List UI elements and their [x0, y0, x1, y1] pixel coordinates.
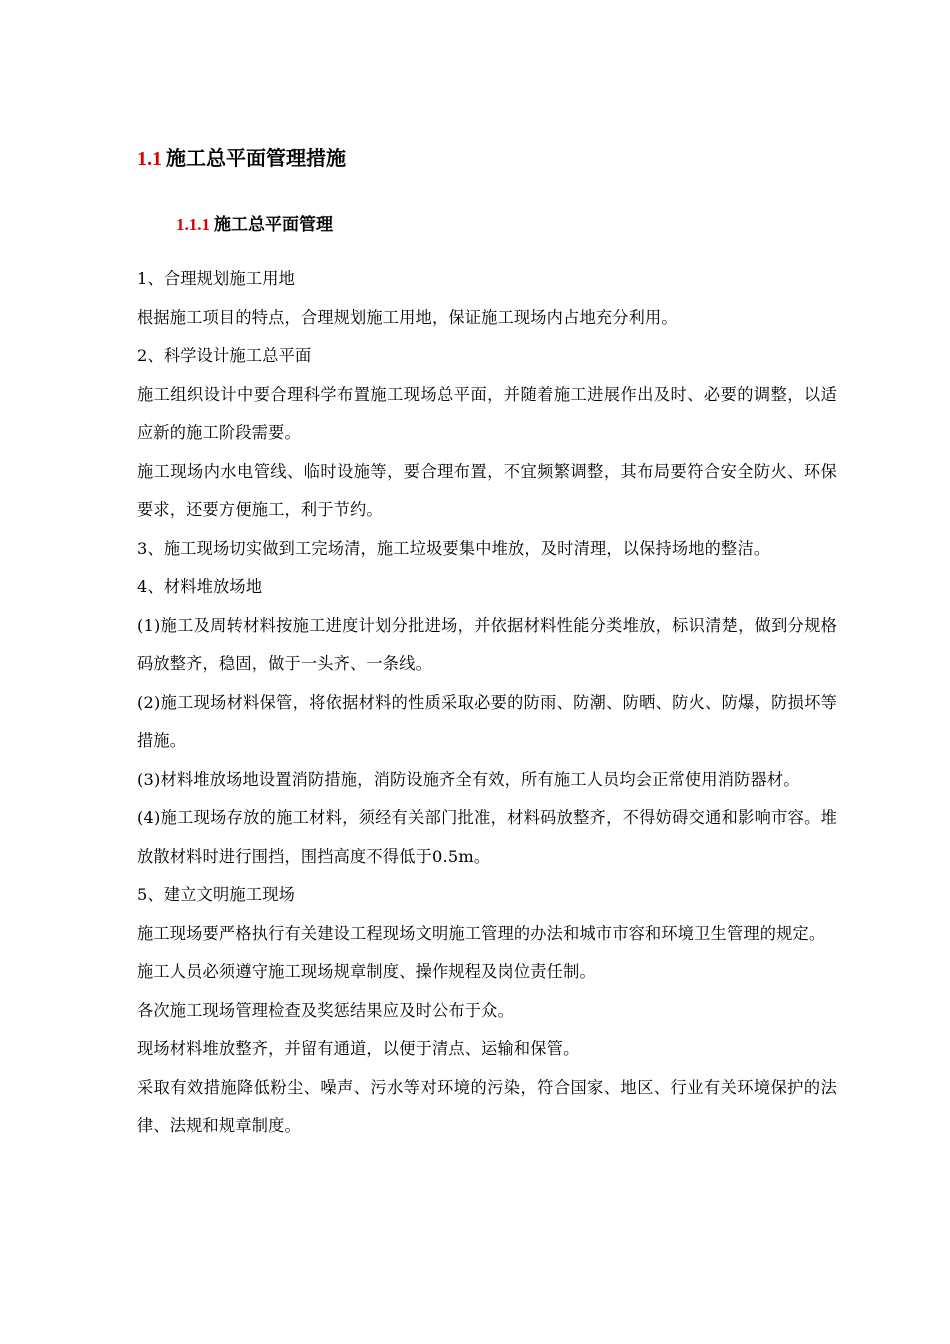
paragraph: 各次施工现场管理检查及奖惩结果应及时公布于众。: [137, 1000, 514, 1020]
paragraph: 施工现场要严格执行有关建设工程现场文明施工管理的办法和城市市容和环境卫生管理的规定。: [137, 923, 826, 943]
paragraph: 5、建立文明施工现场: [137, 885, 295, 904]
paragraph: 2、科学设计施工总平面: [137, 346, 312, 365]
subsection-title: 施工总平面管理: [214, 215, 333, 235]
paragraph: (4)施工现场存放的施工材料，须经有关部门批准，材料码放整齐，不得妨碍交通和影响市容。堆放散材料时进行围挡，围挡高度不得低于0.5m。: [137, 808, 837, 866]
section-heading: [137, 144, 346, 173]
paragraph: (1)施工及周转材料按施工进度计划分批进场，并依据材料性能分类堆放，标识清楚，做到分规格码放整齐，稳固，做于一头齐、一条线。: [137, 615, 837, 673]
subsection-number: 1.1.1: [176, 215, 210, 234]
paragraph: 3、施工现场切实做到工完场清，施工垃圾要集中堆放，及时清理，以保持场地的整洁。: [137, 538, 771, 558]
paragraph: 根据施工项目的特点，合理规划施工用地，保证施工现场内占地充分利用。: [137, 307, 678, 327]
body-text: [137, 260, 837, 1146]
paragraph: 施工人员必须遵守施工现场规章制度、操作规程及岗位责任制。: [137, 962, 596, 981]
paragraph: 施工现场内水电管线、临时设施等，要合理布置，不宜频繁调整，其布局要符合安全防火、环保要求，还要方便施工，利于节约。: [137, 461, 837, 519]
section-number: 1.1: [137, 148, 162, 170]
subsection-heading: [176, 212, 333, 238]
paragraph: 4、材料堆放场地: [137, 577, 263, 596]
section-title: 施工总平面管理措施: [166, 146, 346, 170]
paragraph: 采取有效措施降低粉尘、噪声、污水等对环境的污染，符合国家、地区、行业有关环境保护的法律、法规和规章制度。: [137, 1077, 837, 1135]
paragraph: (2)施工现场材料保管，将依据材料的性质采取必要的防雨、防潮、防晒、防火、防爆，防损坏等措施。: [137, 692, 837, 750]
paragraph: 施工组织设计中要合理科学布置施工现场总平面，并随着施工进展作出及时、必要的调整，以适应新的施工阶段需要。: [137, 384, 837, 442]
paragraph: 现场材料堆放整齐，并留有通道，以便于清点、运输和保管。: [137, 1039, 580, 1058]
paragraph: (3)材料堆放场地设置消防措施，消防设施齐全有效，所有施工人员均会正常使用消防器材。: [137, 769, 800, 789]
paragraph: 1、合理规划施工用地: [137, 269, 295, 288]
